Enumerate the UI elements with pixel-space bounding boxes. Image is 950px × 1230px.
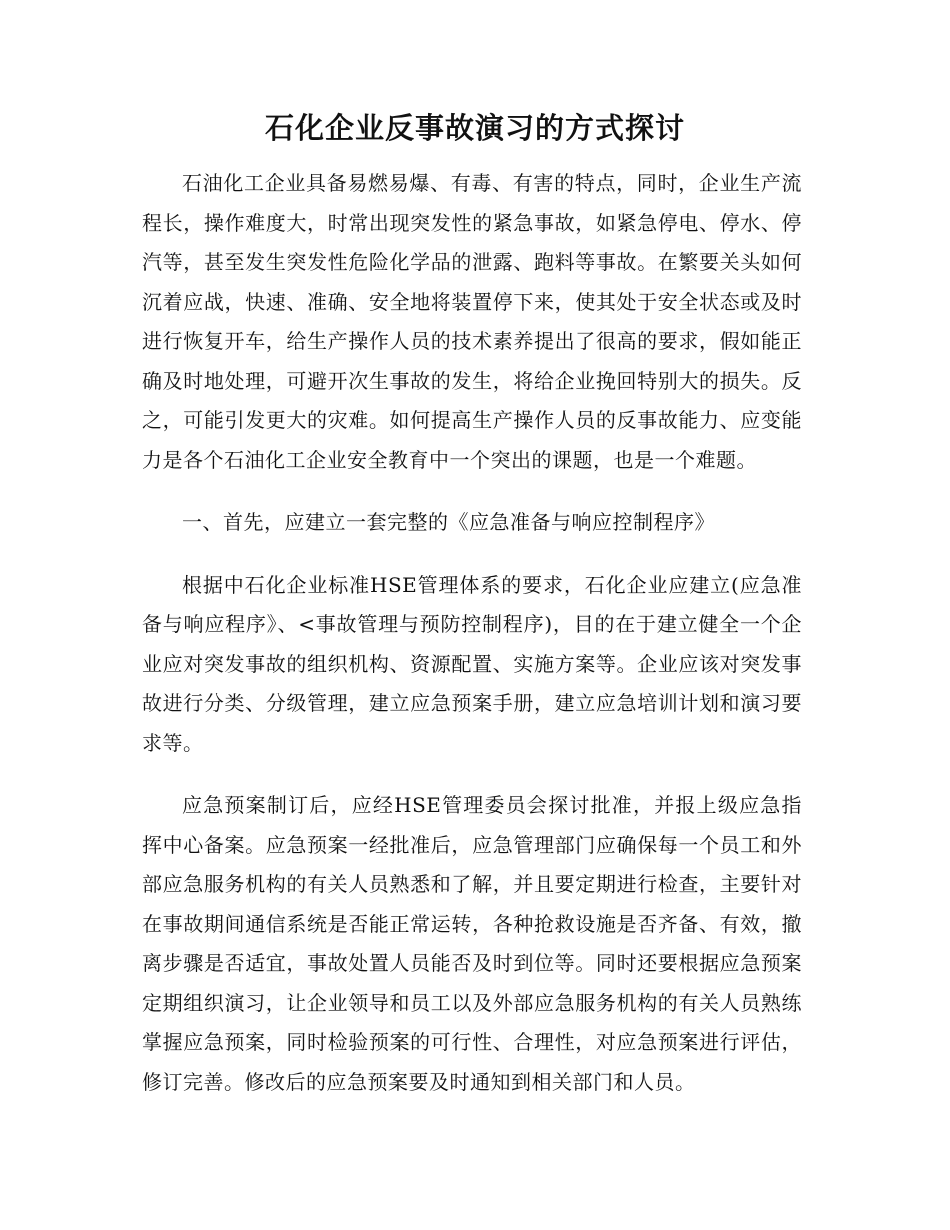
document-body	[142, 164, 802, 1102]
paragraph-intro: 石油化工企业具备易燃易爆、有毒、有害的特点，同时，企业生产流程长，操作难度大，时常出现突发性的紧急事故，如紧急停电、停水、停汽等，甚至发生突发性危险化学品的泄露、跑料等事故。在繁要关头如何沉着应战，快速、准确、安全地将装置停下来，使其处于安全状态或及时进行恢复开车，给生产操作人员的技术素养提出了很高的要求，假如能正确及时地处理，可避开次生事故的发生，将给企业挽回特别大的损失。反之，可能引发更大的灾难。如何提高生产操作人员的反事故能力、应变能力是各个石油化工企业安全教育中一个突出的课题，也是一个难题。	[142, 171, 802, 472]
section-heading-1: 一、首先，应建立一套完整的《应急准备与响应控制程序》	[182, 510, 715, 534]
paragraph-hse-requirements: 根据中石化企业标准HSE管理体系的要求，石化企业应建立(应急准备与响应程序》、<事故管理与预防控制程序)，目的在于建立健全一个企业应对突发事故的组织机构、资源配置、实施方案等。企业应该对突发事故进行分类、分级管理，建立应急预案手册，建立应急培训计划和演习要求等。	[142, 572, 802, 755]
document-title: 石化企业反事故演习的方式探讨	[264, 111, 685, 145]
paragraph-plan-approval: 应急预案制订后，应经HSE管理委员会探讨批准，并报上级应急指挥中心备案。应急预案一经批准后，应急管理部门应确保每一个员工和外部应急服务机构的有关人员熟悉和了解，并且要定期进行检查，主要针对在事故期间通信系统是否能正常运转，各种抢救设施是否齐备、有效，撤离步骤是否适宜，事故处置人员能否及时到位等。同时还要根据应急预案定期组织演习，让企业领导和员工以及外部应急服务机构的有关人员熟练掌握应急预案，同时检验预案的可行性、合理性，对应急预案进行评估，修订完善。修改后的应急预案要及时通知到相关部门和人员。	[142, 793, 802, 1094]
